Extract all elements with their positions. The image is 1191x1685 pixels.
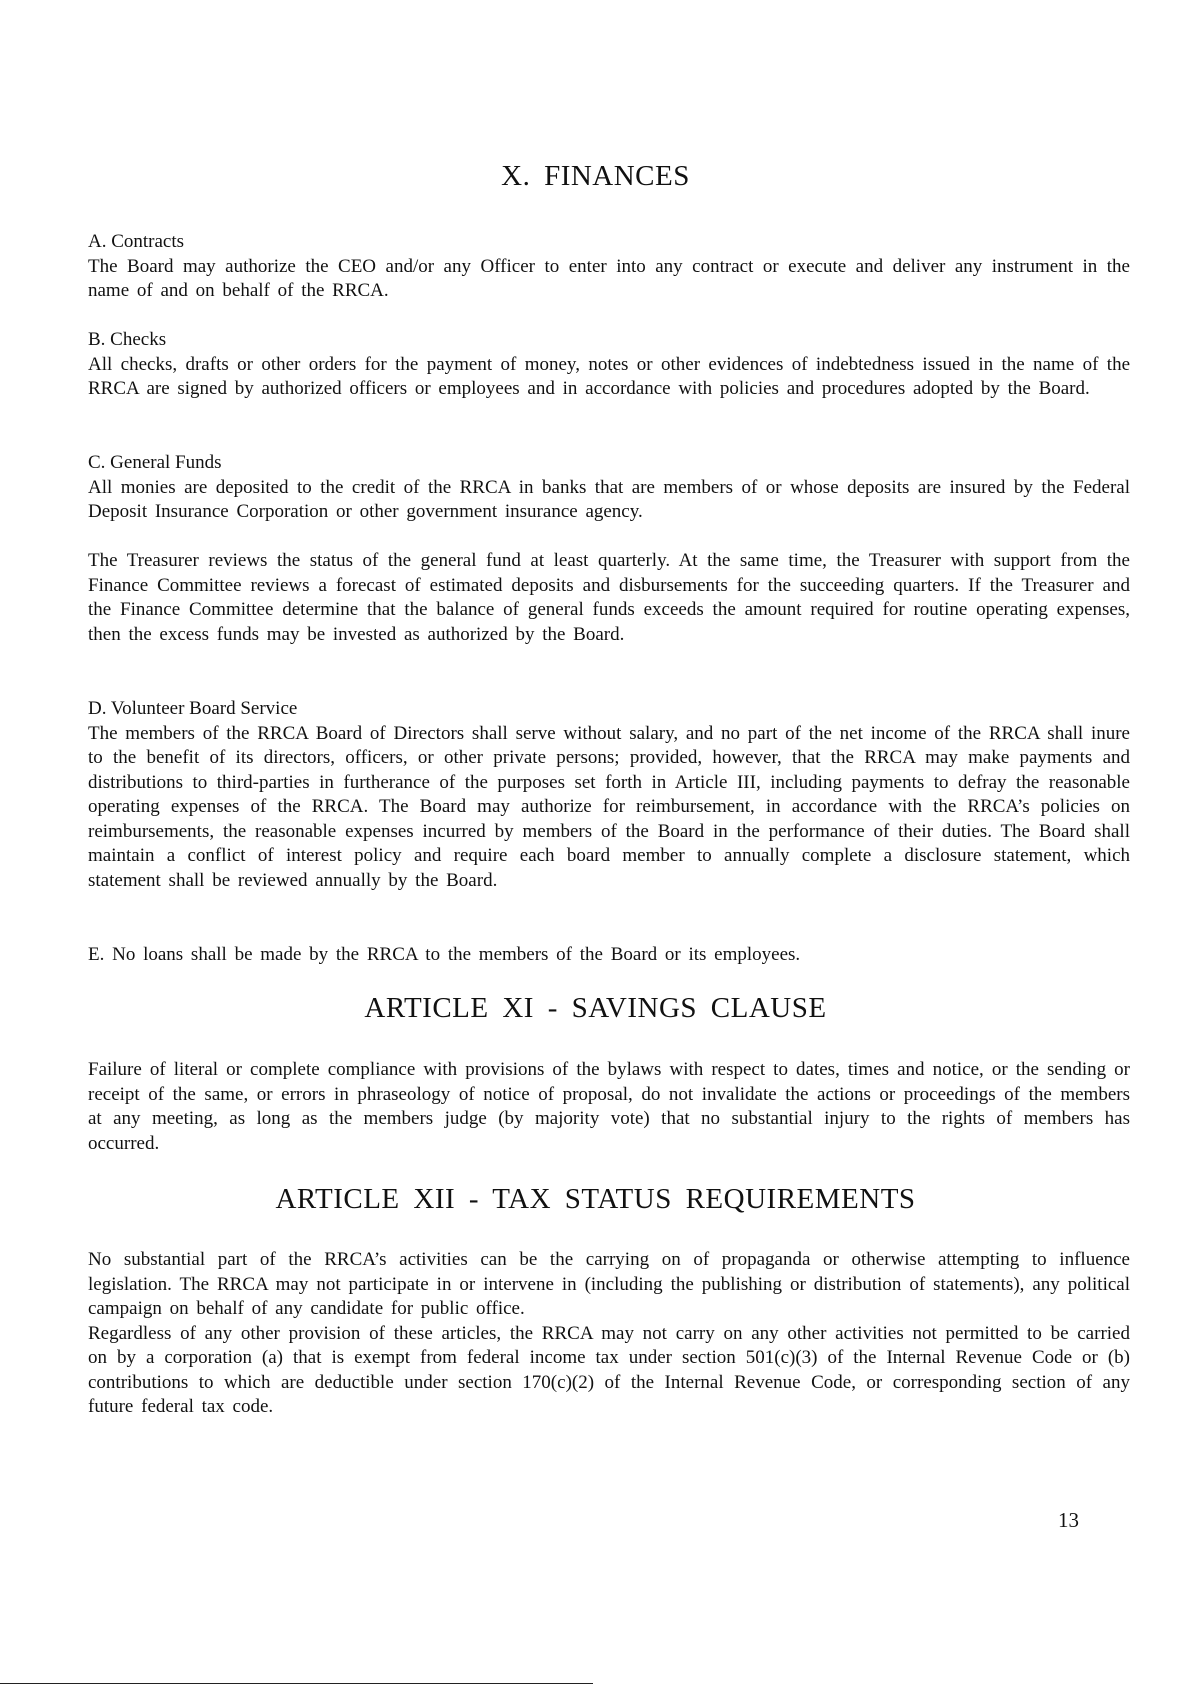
section-title-tax-status: ARTICLE XII - TAX STATUS REQUIREMENTS [275,1183,916,1215]
section-loans [88,943,1130,968]
section-general-funds [88,451,1130,525]
paragraph-contracts: The Board may authorize the CEO and/or any Officer to enter into any contract or execute and deliver any instrument in the name of and on behalf of the RRCA. [88,255,1130,301]
footer-divider [0,1683,593,1684]
section-label-general-funds: C. General Funds [88,452,222,473]
paragraph-tax-status-propaganda: No substantial part of the RRCA’s activities can be the carrying on of propaganda or otherwise attempting to influence legislation. The RRCA may not participate in or intervene in (including the publishing or distribution of statements), any political campaign on behalf of any candidate for public office. [88,1249,1130,1319]
paragraph-loans: E. No loans shall be made by the RRCA to the members of the Board or its employees. [88,944,801,965]
section-label-volunteer-board-service: D. Volunteer Board Service [88,698,298,719]
section-checks [88,328,1130,402]
paragraph-tax-status-exemption: Regardless of any other provision of these articles, the RRCA may not carry on any other activities not permitted to be carried on by a corporation (a) that is exempt from federal income tax under section 501(c)(3) of the Internal Revenue Code or (b) contributions to which are deductible under section 170(c)(2) of the Internal Revenue Code, or corresponding section of any future federal tax code. [88,1322,1130,1417]
page-number: 13 [1058,1508,1079,1532]
section-label-checks: B. Checks [88,329,167,350]
section-savings-clause [88,1058,1130,1156]
paragraph-general-funds: All monies are deposited to the credit of the RRCA in banks that are members of or whose deposits are insured by the Federal Deposit Insurance Corporation or other government insurance agency. [88,476,1130,522]
section-title-finances: X. FINANCES [501,160,690,192]
section-tax-status [88,1248,1130,1420]
section-label-contracts: A. Contracts [88,231,185,252]
paragraph-volunteer-board-service: The members of the RRCA Board of Directors shall serve without salary, and no part of the net income of the RRCA shall inure to the benefit of its directors, officers, or other private persons; provided, however, that the RRCA may make payments and distributions to third-parties in furtherance of the purposes set forth in Article III, including payments to defray the reasonable operating expenses of the RRCA. The Board may authorize for reimbursement, in accordance with the RRCA’s policies on reimbursements, the reasonable expenses incurred by members of the Board in the performance of their duties. The Board shall maintain a conflict of interest policy and require each board member to annually complete a disclosure statement, which statement shall be reviewed annually by the Board. [88,722,1130,891]
section-volunteer-board-service [88,697,1130,893]
paragraph-checks: All checks, drafts or other orders for the payment of money, notes or other evidences of indebtedness issued in the name of the RRCA are signed by authorized officers or employees and in accordance with policies and procedures adopted by the Board. [88,353,1130,399]
section-contracts [88,230,1130,304]
paragraph-savings-clause: Failure of literal or complete compliance with provisions of the bylaws with respect to dates, times and notice, or the sending or receipt of the same, or errors in phraseology of notice of proposal, do not invalidate the actions or proceedings of the members at any meeting, as long as the members judge (by majority vote) that no substantial injury to the rights of members has occurred. [88,1059,1130,1154]
paragraph-general-funds-review: The Treasurer reviews the status of the general fund at least quarterly. At the same time, the Treasurer with support from the Finance Committee reviews a forecast of estimated deposits and disbursements for the succeeding quarters. If the Treasurer and the Finance Committee determine that the balance of general funds exceeds the amount required for routine operating expenses, then the excess funds may be invested as authorized by the Board. [88,550,1130,645]
section-title-savings-clause: ARTICLE XI - SAVINGS CLAUSE [364,992,827,1024]
section-general-funds-review [88,549,1130,647]
